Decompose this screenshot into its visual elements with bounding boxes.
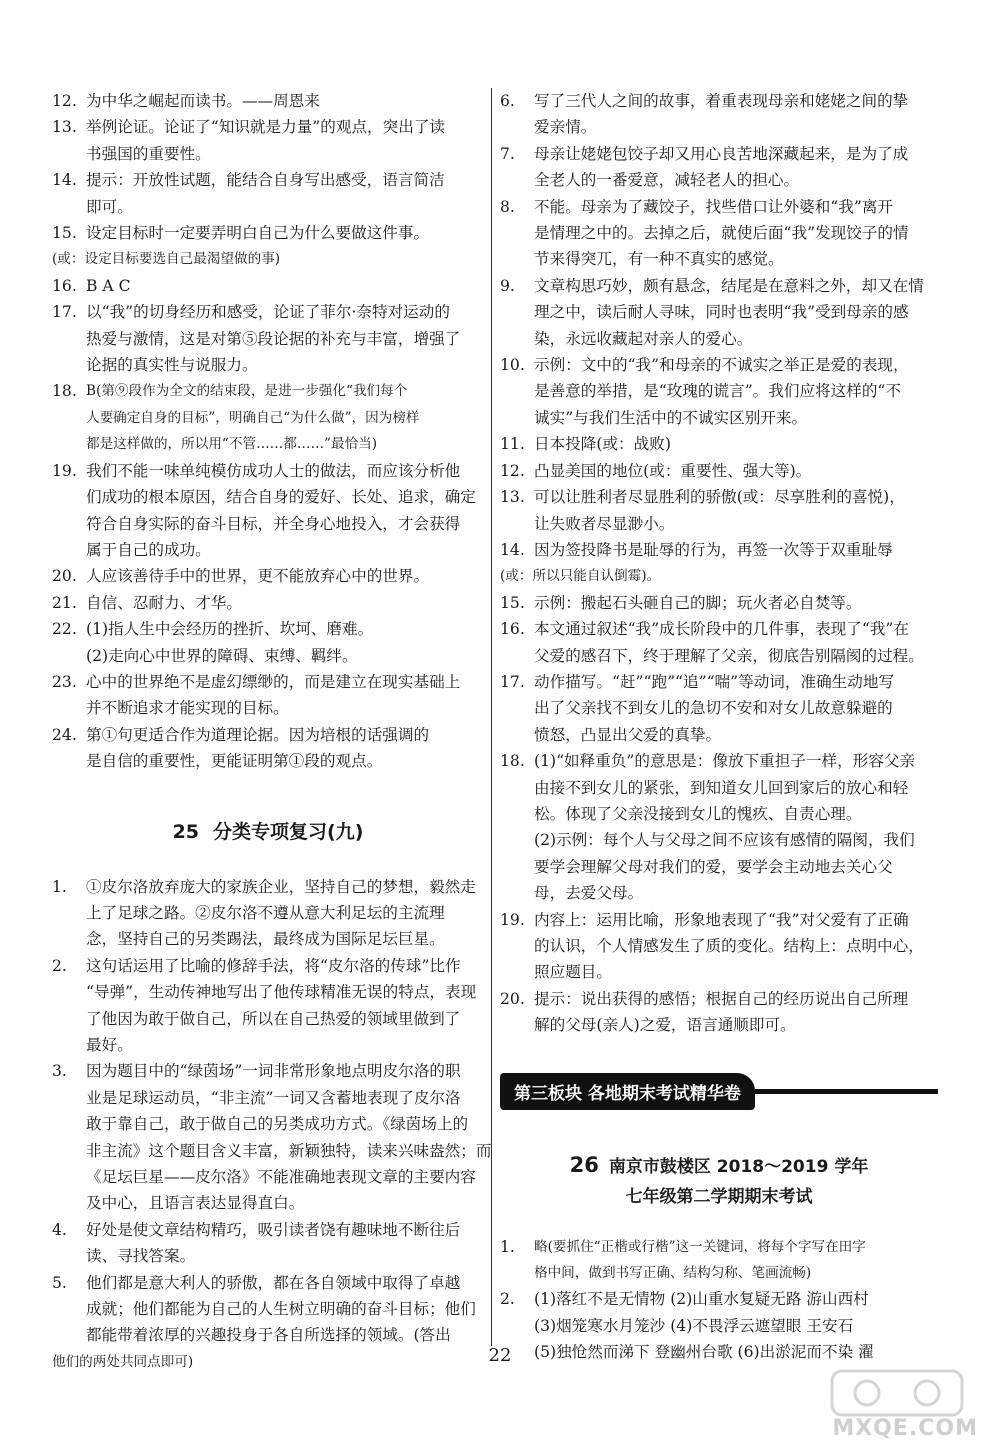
answer-number: 5. bbox=[52, 1273, 67, 1292]
answer-item bbox=[52, 273, 484, 299]
answer-line: 照应题目。 bbox=[534, 963, 612, 982]
answer-note-line: 格中间，做到书写正确、结构匀称、笔画流畅) bbox=[534, 1265, 812, 1282]
answer-line: 文章构思巧妙，颇有悬念，结尾是在意料之外，却又在情 bbox=[534, 276, 924, 295]
answer-line: 读、寻找答案。 bbox=[86, 1247, 196, 1266]
answer-item bbox=[500, 1234, 938, 1287]
answer-number: 10. bbox=[500, 356, 525, 375]
answer-number: 15. bbox=[52, 224, 77, 243]
answer-note-line: 略(要抓住“正楷或行楷”这一关键词，将每个字写在田字 bbox=[534, 1238, 866, 1255]
answer-line: 是自信的重要性，更能证明第①段的观点。 bbox=[86, 752, 383, 771]
answer-line: (1)落红不是无情物 (2)山重水复疑无路 游山西村 bbox=[534, 1290, 869, 1309]
answer-number: 21. bbox=[52, 593, 77, 612]
answer-line: 及中心，且语言表达显得直白。 bbox=[86, 1194, 305, 1213]
answer-number: 22. bbox=[52, 620, 77, 639]
answer-number: 1. bbox=[52, 877, 67, 896]
top-speckle bbox=[430, 4, 550, 18]
answer-text bbox=[86, 220, 484, 246]
answer-note-line: 他们的两处共同点即可) bbox=[52, 1353, 194, 1370]
answer-number: 14. bbox=[500, 540, 525, 559]
answer-item bbox=[500, 141, 938, 194]
answer-line: 节来得突兀，有一种不真实的感觉。 bbox=[534, 250, 784, 269]
answer-number: 4. bbox=[52, 1220, 67, 1239]
banner-bar bbox=[755, 1089, 938, 1094]
answer-item bbox=[500, 431, 938, 457]
answer-item bbox=[500, 484, 938, 537]
answer-line: 愤怒，凸显出父爱的真挚。 bbox=[534, 725, 722, 744]
answer-item bbox=[52, 669, 484, 722]
answer-line: 都能带着浓厚的兴趣投身于各自所选择的领域。(答出 bbox=[86, 1326, 451, 1345]
answer-item bbox=[52, 1270, 484, 1349]
answer-number: 19. bbox=[52, 461, 77, 480]
answer-line: “导弹”，生动传神地写出了他传球精准无误的特点，表现 bbox=[86, 983, 477, 1002]
answer-item bbox=[500, 537, 938, 563]
answer-number: 7. bbox=[500, 144, 515, 163]
answer-line: 设定目标时一定要弄明白自己为什么要做这件事。 bbox=[86, 224, 430, 243]
answer-number: 14. bbox=[52, 171, 77, 190]
answer-number: 13. bbox=[52, 118, 77, 137]
answer-item bbox=[52, 114, 484, 167]
answer-line: 凸显美国的地位(或：重要性、强大等)。 bbox=[534, 461, 812, 480]
answer-item bbox=[52, 616, 484, 669]
exam-title-line2: 七年级第二学期期末考试 bbox=[625, 1186, 813, 1207]
answer-number: 8. bbox=[500, 197, 515, 216]
answer-line: 内容上：运用比喻，形象地表现了“我”对父爱有了正确 bbox=[534, 910, 909, 929]
answer-line: 父爱的感召下，终于理解了父亲，彻底告别隔阂的过程。 bbox=[534, 646, 924, 665]
answer-line: 上了足球之路。②皮尔洛不遵从意大利足坛的主流理 bbox=[86, 903, 445, 922]
answer-text bbox=[86, 167, 484, 220]
answer-text bbox=[534, 431, 938, 457]
answer-number: 2. bbox=[52, 956, 67, 975]
answer-line: (2)示例：每个人与父母之间不应该有感情的隔阂，我们 bbox=[534, 831, 915, 850]
answer-line: 第①句更适合作为道理论据。因为培根的话强调的 bbox=[86, 725, 430, 744]
answer-number: 19. bbox=[500, 910, 525, 929]
answer-line: 他们都是意大利人的骄傲，都在各自领域中取得了卓越 bbox=[86, 1273, 461, 1292]
answer-line: 《足坛巨星——皮尔洛》不能准确地表现文章的主要内容 bbox=[86, 1168, 476, 1187]
answer-line: 人应该善待手中的世界，更不能放弃心中的世界。 bbox=[86, 567, 430, 586]
answer-item bbox=[500, 273, 938, 352]
block-banner bbox=[500, 1073, 938, 1110]
right-answers-a bbox=[500, 88, 938, 1039]
answer-number: 15. bbox=[500, 593, 525, 612]
answer-line: 最好。 bbox=[86, 1036, 133, 1054]
answer-text bbox=[86, 953, 484, 1059]
column-divider bbox=[491, 88, 492, 1346]
left-column bbox=[52, 88, 492, 1375]
answer-item bbox=[500, 907, 938, 986]
answer-line: 以“我”的切身经历和感受，论证了菲尔·奈特对运动的 bbox=[86, 303, 450, 322]
answer-line: 们成功的根本原因，结合自身的爱好、长处、追求，确定 bbox=[86, 488, 476, 507]
answer-number: 16. bbox=[500, 620, 525, 639]
answer-number: 18. bbox=[500, 752, 525, 771]
answer-text bbox=[534, 669, 938, 748]
watermark-logo bbox=[812, 1365, 982, 1445]
answer-line: 并不断追求才能实现的目标。 bbox=[86, 699, 289, 718]
answer-text bbox=[86, 1270, 484, 1349]
answer-line: 即可。 bbox=[86, 197, 133, 216]
answer-line: B A C bbox=[86, 276, 131, 295]
exam-number: 26 bbox=[569, 1152, 599, 1177]
answer-line: 解的父母(亲人)之爱，语言通顺即可。 bbox=[534, 1016, 796, 1035]
answer-line: (2)走向心中世界的障碍、束缚、羁绊。 bbox=[86, 646, 358, 665]
answer-line: 念，坚持自己的另类踢法，最终成为国际足坛巨星。 bbox=[86, 930, 445, 949]
answer-note-line: 都是这样做的，所以用“不管……都……”最恰当) bbox=[86, 436, 378, 453]
answer-line: 为中华之崛起而读书。——周恩来 bbox=[86, 92, 320, 110]
answer-line: 这句话运用了比喻的修辞手法，将“皮尔洛的传球”比作 bbox=[86, 956, 461, 975]
answer-line: 举例论证。论证了“知识就是力量”的观点，突出了读 bbox=[86, 118, 446, 137]
answer-number: 11. bbox=[500, 435, 525, 454]
answer-line: 心中的世界绝不是虚幻缥缈的，而是建立在现实基础上 bbox=[86, 672, 461, 691]
answer-line: 全老人的一番爱意，减轻老人的担心。 bbox=[534, 171, 800, 190]
answer-text bbox=[86, 378, 484, 457]
answer-line: 因为题目中的“绿茵场”一词非常形象地点明皮尔洛的职 bbox=[86, 1062, 461, 1081]
answer-text bbox=[534, 458, 938, 484]
exam-title bbox=[500, 1150, 938, 1212]
answer-text bbox=[86, 563, 484, 589]
answer-text bbox=[86, 722, 484, 775]
answer-item bbox=[500, 352, 938, 431]
answer-line: 自信、忍耐力、才华。 bbox=[86, 593, 242, 612]
answer-line: 本文通过叙述“我”成长阶段中的几件事，表现了“我”在 bbox=[534, 620, 909, 639]
answer-line: (5)独怆然而涕下 登幽州台歌 (6)出淤泥而不染 濯 bbox=[534, 1343, 874, 1362]
answer-line: 因为签投降书是耻辱的行为，再签一次等于双重耻辱 bbox=[534, 540, 893, 559]
page-number: 22 bbox=[488, 1345, 512, 1366]
answer-text bbox=[86, 874, 484, 953]
block-banner-label: 第三板块 各地期末考试精华卷 bbox=[500, 1073, 755, 1110]
answer-item bbox=[52, 1217, 484, 1270]
answer-line: 动作描写。“赶”“跑”“追”“喘”等动词，准确生动地写 bbox=[534, 672, 895, 691]
answer-note-line: (或：所以只能自认倒霉)。 bbox=[500, 568, 661, 585]
answer-text bbox=[534, 748, 938, 906]
answer-item bbox=[52, 378, 484, 457]
left-answers-a bbox=[52, 88, 484, 775]
answer-number: 20. bbox=[500, 989, 525, 1008]
answer-line: (1)指人生中会经历的挫折、坎坷、磨难。 bbox=[86, 620, 374, 639]
answer-item bbox=[500, 590, 938, 616]
answer-line: 让失败者尽显渺小。 bbox=[534, 514, 675, 533]
answer-line: 书强国的重要性。 bbox=[86, 144, 211, 163]
answer-item bbox=[52, 167, 484, 220]
answer-item bbox=[52, 458, 484, 564]
answer-text bbox=[534, 484, 938, 537]
answer-note bbox=[52, 246, 484, 272]
answer-item bbox=[52, 590, 484, 616]
section-heading bbox=[52, 817, 484, 844]
answer-line: 由接不到女儿的紧张，到知道女儿回到家后的放心和轻 bbox=[534, 778, 909, 797]
answer-item bbox=[52, 953, 484, 1059]
answer-text bbox=[86, 458, 484, 564]
answer-line: 示例：文中的“我”和母亲的不诚实之举正是爱的表现， bbox=[534, 356, 909, 375]
answer-text bbox=[86, 616, 484, 669]
answer-text bbox=[534, 352, 938, 431]
section-title: 分类专项复习(九) bbox=[213, 820, 364, 843]
answer-item bbox=[500, 88, 938, 141]
answer-number: 24. bbox=[52, 725, 77, 744]
answer-number: 20. bbox=[52, 567, 77, 586]
answer-number: 12. bbox=[52, 92, 77, 110]
answer-number: 2. bbox=[500, 1290, 515, 1309]
answer-line: 理之中，读后耐人寻味，同时也表明“我”受到母亲的感 bbox=[534, 303, 909, 322]
answer-text bbox=[534, 590, 938, 616]
answer-number: 18. bbox=[52, 382, 77, 401]
answer-number: 17. bbox=[52, 303, 77, 322]
answer-line: 成就；他们都能为自己的人生树立明确的奋斗目标；他们 bbox=[86, 1300, 476, 1319]
answer-number: 16. bbox=[52, 276, 77, 295]
answer-line: 爱亲情。 bbox=[534, 118, 597, 137]
answer-line: 是情理之中的。去掉之后，就使后面“我”发现饺子的情 bbox=[534, 224, 909, 243]
answer-number: 9. bbox=[500, 276, 515, 295]
answer-line: ①皮尔洛放弃庞大的家族企业，坚持自己的梦想，毅然走 bbox=[86, 877, 476, 896]
answer-line: 敢于靠自己，敢于做自己的另类成功方式。《绿茵场上的 bbox=[86, 1115, 469, 1134]
answer-line: 好处是使文章结构精巧，吸引读者饶有趣味地不断往后 bbox=[86, 1220, 461, 1239]
answer-line: 染，永远收藏起对亲人的爱心。 bbox=[534, 329, 753, 348]
answer-line: 我们不能一味单纯模仿成功人士的做法，而应该分析他 bbox=[86, 461, 461, 480]
answer-line: 是善意的举措，是“玫瑰的谎言”。我们应将这样的“不 bbox=[534, 382, 901, 401]
answer-item bbox=[52, 563, 484, 589]
answer-line: 写了三代人之间的故事，着重表现母亲和姥姥之间的挚 bbox=[534, 92, 909, 110]
answer-line: (3)烟笼寒水月笼沙 (4)不畏浮云遮望眼 王安石 bbox=[534, 1316, 854, 1335]
answer-line: 松。体现了父亲没接到女儿的愧疚、自责心理。 bbox=[534, 804, 862, 823]
answer-line: 日本投降(或：战败) bbox=[534, 435, 671, 454]
answer-text bbox=[86, 1058, 491, 1216]
answer-text bbox=[534, 88, 938, 141]
answer-note-line: (或：设定目标要选自己最渴望做的事) bbox=[52, 251, 281, 268]
answer-line: 出了父亲找不到女儿的急切不安和对女儿故意躲避的 bbox=[534, 699, 893, 718]
answer-text bbox=[534, 616, 938, 669]
answer-text bbox=[86, 299, 484, 378]
answer-line: 母亲让姥姥包饺子却又用心良苦地深藏起来，是为了成 bbox=[534, 144, 909, 163]
answer-line: 了他因为敢于做自己，所以在自己热爱的领域里做到了 bbox=[86, 1009, 461, 1028]
answer-line: 业是足球运动员，“非主流”一词又含蓄地表现了皮尔洛 bbox=[86, 1088, 461, 1107]
answer-line: 属于自己的成功。 bbox=[86, 540, 211, 559]
answer-line: 符合自身实际的奋斗目标，并全身心地投入，才会获得 bbox=[86, 514, 461, 533]
answer-number: 3. bbox=[52, 1062, 67, 1081]
answer-item bbox=[500, 669, 938, 748]
answer-text bbox=[534, 1234, 938, 1287]
answer-number: 12. bbox=[500, 461, 525, 480]
answer-line: (1)“如释重负”的意思是：像放下重担子一样，形容父亲 bbox=[534, 752, 916, 771]
answer-line: 诚实”与我们生活中的不诚实区别开来。 bbox=[534, 408, 808, 427]
answer-line: 提示：开放性试题，能结合自身写出感受，语言简洁 bbox=[86, 171, 445, 190]
answer-item bbox=[500, 986, 938, 1039]
answer-item bbox=[52, 220, 484, 246]
answer-item bbox=[52, 1058, 492, 1216]
answer-line: 母，去爱父母。 bbox=[534, 884, 644, 903]
left-answers-b bbox=[52, 874, 492, 1376]
answer-text bbox=[534, 194, 938, 273]
answer-number: 1. bbox=[500, 1237, 515, 1256]
answer-line: 论据的真实性与说服力。 bbox=[86, 356, 258, 375]
answer-number: 6. bbox=[500, 92, 515, 110]
answer-item bbox=[500, 748, 938, 906]
watermark-text: MXQE.COM bbox=[832, 1416, 978, 1441]
answer-line: 提示：说出获得的感悟；根据自己的经历说出自己所理 bbox=[534, 989, 909, 1008]
answer-item bbox=[52, 299, 484, 378]
answer-line: 示例：搬起石头砸自己的脚；玩火者必自焚等。 bbox=[534, 593, 862, 612]
answer-text bbox=[86, 590, 484, 616]
answer-item bbox=[52, 88, 484, 114]
answer-line: 的认识，个人情感发生了质的变化。结构上：点明中心， bbox=[534, 937, 924, 955]
answer-text bbox=[86, 1217, 484, 1270]
answer-note-line: 人要确定自身的目标”，明确自己“为什么做”，因为榜样 bbox=[86, 409, 420, 426]
answer-item bbox=[500, 458, 938, 484]
answer-line: 要学会理解父母对我们的爱，要学会主动地去关心父 bbox=[534, 857, 893, 876]
answer-line: 非主流》这个题目含义丰富，新颖独特，读来兴味盎然；而 bbox=[86, 1141, 492, 1160]
answer-text bbox=[86, 669, 484, 722]
answer-text bbox=[534, 986, 938, 1039]
answer-text bbox=[534, 907, 938, 986]
right-column bbox=[500, 88, 938, 1366]
answer-text bbox=[86, 114, 484, 167]
answer-text bbox=[534, 141, 938, 194]
answer-item bbox=[52, 722, 484, 775]
answer-number: 23. bbox=[52, 672, 77, 691]
answer-item bbox=[52, 874, 484, 953]
exam-title-line1: 南京市鼓楼区 2018～2019 学年 bbox=[608, 1156, 869, 1177]
answer-note bbox=[500, 563, 938, 589]
answer-note-line: B(第⑨段作为全文的结束段，是进一步强化“我们每个 bbox=[86, 383, 408, 400]
answer-text bbox=[86, 88, 484, 114]
answer-item bbox=[500, 194, 938, 273]
answer-number: 13. bbox=[500, 488, 525, 507]
answer-text bbox=[534, 537, 938, 563]
answer-text bbox=[534, 273, 938, 352]
answer-text bbox=[86, 273, 484, 299]
answer-line: 不能。母亲为了藏饺子，找些借口让外婆和“我”离开 bbox=[534, 197, 894, 216]
section-number: 25 bbox=[172, 820, 200, 843]
answer-line: 热爱与激情，这是对第⑤段论据的补充与丰富，增强了 bbox=[86, 329, 461, 348]
answer-line: 可以让胜利者尽显胜利的骄傲(或：尽享胜利的喜悦)， bbox=[534, 488, 905, 507]
answer-item bbox=[500, 616, 938, 669]
answer-number: 17. bbox=[500, 672, 525, 691]
